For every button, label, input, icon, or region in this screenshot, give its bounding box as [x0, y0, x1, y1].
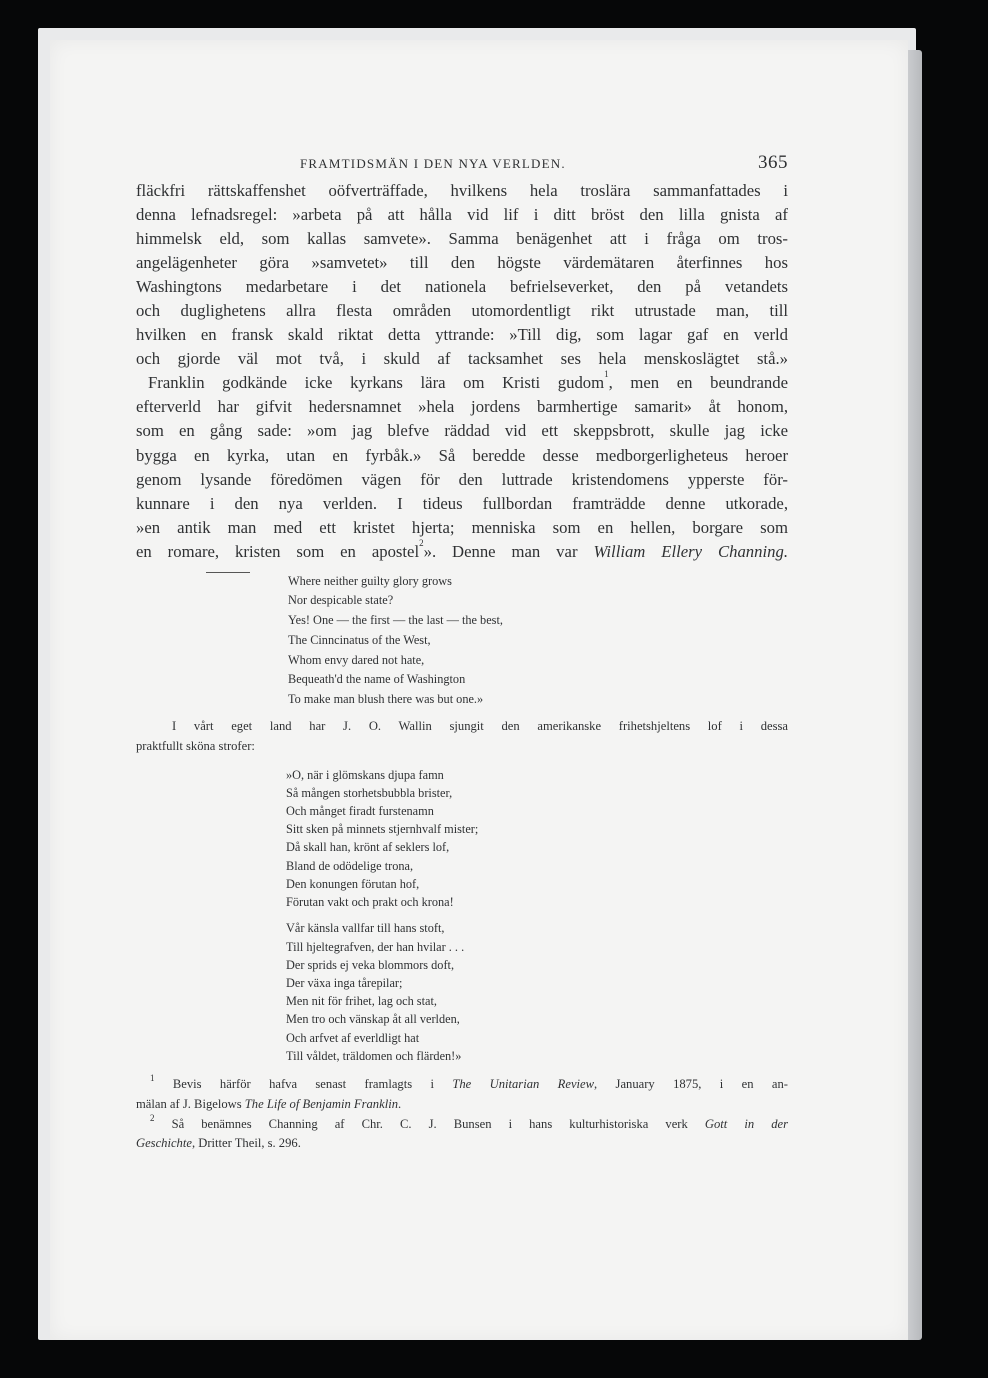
text-line: som en gång sade: »om jag blefve räddad vid ett skeppsbrott, skulle jag icke — [136, 421, 788, 441]
footnotes — [136, 1072, 788, 1154]
footnote-1-line-1 — [136, 1072, 788, 1095]
poem-line: Bland de odödelige trona, — [286, 858, 414, 873]
footnote-ref: 1 — [604, 369, 609, 380]
text-line: fläckfri rättskaffenshet oöfverträffade, hvilkens hela troslära sammanfattades i — [136, 181, 788, 200]
poem-line: Whom envy dared not hate, — [288, 652, 425, 667]
work-title-cont: Geschichte — [136, 1136, 192, 1151]
text-line: bygga en kyrka, utan en fyrbåk.» Så beredde desse medborgerligheteus heroer — [136, 445, 788, 465]
poem-line: The Cinncinatus of the West, — [288, 632, 431, 647]
poem-line: Den konungen förutan hof, — [286, 876, 420, 891]
wallin-intro — [136, 716, 788, 756]
poem-line: Yes! One — the first — the last — the best, — [288, 613, 503, 628]
text-segment: , men en beundrande — [608, 373, 788, 393]
text-segment: en romare, kristen som en apostel — [136, 541, 420, 561]
text-segment: ». Denne man var — [423, 541, 594, 561]
poem-line: Where neither guilty glory grows — [288, 573, 452, 588]
poem-line: Till hjeltegrafven, der han hvilar . . . — [286, 939, 465, 954]
text-segment: Bevis härför hafva senast framlagts i — [172, 1076, 453, 1091]
book-title: The Life of Benjamin Franklin — [244, 1096, 398, 1111]
footnote-1-line-2 — [136, 1095, 788, 1115]
text-segment: Så benämnes Channing af Chr. C. J. Bunsen i hans kulturhistoriska verk — [171, 1116, 705, 1131]
text-segment: . — [398, 1096, 402, 1111]
poem-line: Förutan vakt och prakt och krona! — [286, 895, 454, 910]
footnote-2-line-2 — [136, 1134, 788, 1154]
page-content — [136, 152, 788, 1154]
text-line: hvilken en fransk skald riktat detta yttrande: »Till dig, som lagar gaf en verld — [136, 325, 788, 345]
text-line: och duglighetens allra flesta områden utomordentligt rikt utrustade man, till — [136, 301, 788, 321]
journal-title: The Unitarian Review — [452, 1076, 595, 1091]
running-title: FRAMTIDSMÄN I DEN NYA VERLDEN. — [300, 156, 566, 171]
poem-line: Så mången storhetsbubbla brister, — [286, 785, 453, 800]
poem-line: Nor despicable state? — [288, 593, 394, 608]
swedish-poem — [136, 766, 788, 1065]
poem-line: Då skall han, krönt af seklers lof, — [286, 840, 450, 855]
text-line: Washingtons medarbetare i det nationela befrielseverket, den på vetandets — [136, 277, 788, 297]
text-line: denna lefnadsregel: »arbeta på att hålla vid lif i ditt bröst den lilla gnista af — [136, 205, 788, 225]
english-poem — [136, 572, 788, 710]
text-line: efterverld har gifvit hedersnamnet »hela jordens barmhertige samarit» åt honom, — [136, 397, 788, 417]
poem-line: »O, när i glömskans djupa famn — [286, 767, 444, 782]
poem-line: Och arfvet af everldligt hat — [286, 1030, 420, 1045]
footnote-mark: 2 — [150, 1112, 155, 1123]
text-line: »en antik man med ett kristet hjerta; menniska som en hellen, borgare som — [136, 517, 788, 537]
poem-line: Till våldet, träldomen och flärden!» — [286, 1048, 462, 1063]
main-paragraph — [136, 179, 788, 564]
text-line: och gjorde väl mot två, i skuld af tacksamhet ses hela menskoslägtet stå.» — [136, 349, 788, 369]
text-line: genom lysande föredömen vägen för den luttrade kristendomens ypperste för- — [136, 469, 788, 489]
text-segment: mälan af J. Bigelows — [136, 1096, 245, 1111]
poem-line: To make man blush there was but one.» — [288, 691, 484, 706]
text-line: kunnare i den nya verlden. I tideus fullbordan framträdde denne utkorade, — [136, 493, 788, 513]
book-page — [50, 40, 908, 1340]
poem-line: Der sprids ej veka blommors doft, — [286, 957, 455, 972]
text-line: angelägenheter göra »samvetet» till den högste värdemätaren återfinnes hos — [136, 253, 788, 273]
text-line — [136, 537, 788, 564]
text-segment: , January 1875, i en an- — [594, 1076, 788, 1091]
running-head — [136, 152, 788, 176]
text-segment: Franklin godkände icke kyrkans lära om Kristi gudom — [148, 373, 605, 393]
poem-line: Bequeath'd the name of Washington — [288, 672, 466, 687]
text-line: praktfullt sköna strofer: — [136, 738, 255, 753]
footnote-mark: 1 — [150, 1072, 155, 1083]
text-segment: , Dritter Theil, s. 296. — [191, 1136, 301, 1151]
poem-line: Men tro och vänskap åt all verlden, — [286, 1012, 460, 1027]
text-line: I vårt eget land har J. O. Wallin sjungit den amerikanske frihetshjeltens lof i dessa — [172, 718, 788, 733]
stanza-gap — [286, 911, 788, 919]
channing-name: William Ellery Channing. — [593, 541, 788, 561]
footnote-ref: 2 — [419, 537, 424, 548]
work-title: Gott in der — [704, 1116, 788, 1131]
poem-line: Der växa inga tårepilar; — [286, 975, 403, 990]
page-number: 365 — [758, 152, 788, 173]
text-line — [136, 371, 788, 395]
poem-line: Men nit för frihet, lag och stat, — [286, 994, 437, 1009]
text-line: himmelsk eld, som kallas samvete». Samma benägenhet att i fråga om tros- — [136, 229, 788, 249]
poem-line: Vår känsla vallfar till hans stoft, — [286, 921, 445, 936]
poem-line: Och månget firadt furstenamn — [286, 804, 434, 819]
footnote-2-line-1 — [136, 1112, 788, 1135]
poem-line: Sitt sken på minnets stjernhvalf mister; — [286, 822, 479, 837]
